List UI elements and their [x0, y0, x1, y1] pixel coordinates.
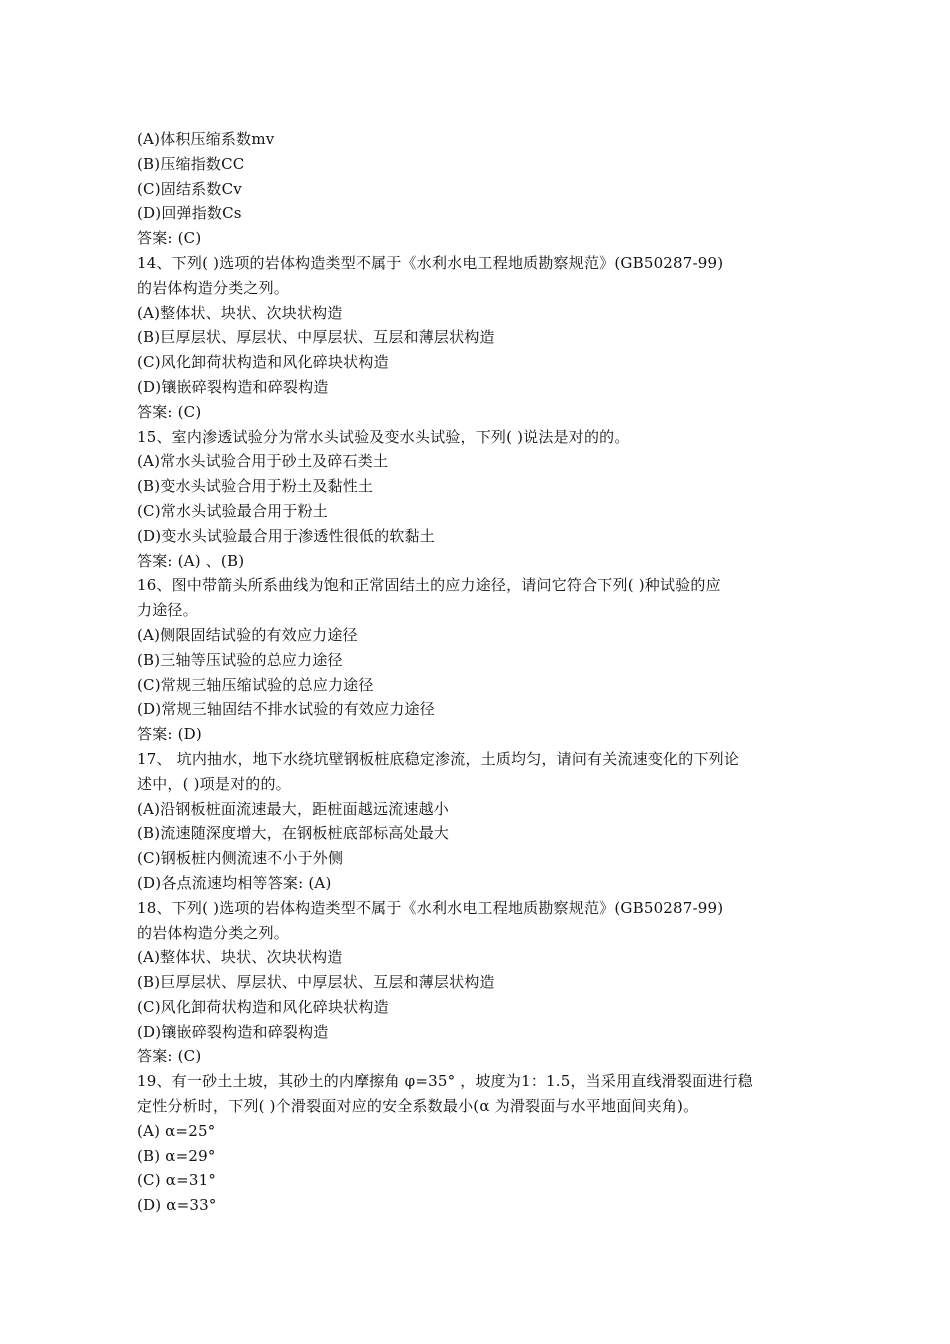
- option-b: (B) α=29°: [137, 1146, 216, 1165]
- answer-line: 答案: (C): [137, 1047, 202, 1066]
- option-d: (D)镶嵌碎裂构造和碎裂构造: [137, 1022, 329, 1041]
- option-a: (A)侧限固结试验的有效应力途径: [137, 625, 358, 644]
- option-b: (B)巨厚层状、厚层状、中厚层状、互层和薄层状构造: [137, 973, 495, 992]
- option-d: (D)回弹指数Cs: [137, 204, 242, 223]
- option-c: (C) α=31°: [137, 1171, 217, 1190]
- option-c: (C)钢板桩内侧流速不小于外侧: [137, 849, 344, 868]
- option-a: (A)沿钢板桩面流速最大，距桩面越远流速越小: [137, 799, 449, 818]
- option-a: (A)整体状、块状、次块状构造: [137, 948, 343, 967]
- question-stem-continued: 的岩体构造分类之列。: [137, 923, 290, 942]
- answer-line: 答案: (C): [137, 402, 202, 421]
- question-stem: 19、有一砂土土坡，其砂土的内摩擦角 φ=35° ，坡度为1：1.5，当采用直线滑裂面进行稳: [137, 1072, 753, 1091]
- answer-line: 答案: (A) 、(B): [137, 551, 245, 570]
- question-stem: 14、下列( )选项的岩体构造类型不属于《水利水电工程地质勘察规范》(GB50287-99): [137, 253, 724, 272]
- question-stem-continued: 的岩体构造分类之列。: [137, 278, 290, 297]
- option-a: (A)体积压缩系数mv: [137, 130, 275, 148]
- option-d: (D)常规三轴固结不排水试验的有效应力途径: [137, 700, 435, 719]
- question-stem: 15、室内渗透试验分为常水头试验及变水头试验，下列( )说法是对的的。: [137, 427, 630, 446]
- option-b: (B)流速随深度增大，在钢板桩底部标高处最大: [137, 824, 450, 843]
- option-c: (C)风化卸荷状构造和风化碎块状构造: [137, 353, 389, 372]
- option-b: (B)巨厚层状、厚层状、中厚层状、互层和薄层状构造: [137, 328, 495, 347]
- option-d: (D)镶嵌碎裂构造和碎裂构造: [137, 377, 329, 396]
- question-stem: 18、下列( )选项的岩体构造类型不属于《水利水电工程地质勘察规范》(GB50287-99): [137, 898, 724, 917]
- question-stem: 16、图中带箭头所系曲线为饱和正常固结土的应力途径，请问它符合下列( )种试验的应: [137, 576, 721, 595]
- option-d: (D) α=33°: [137, 1196, 217, 1215]
- option-b: (B)三轴等压试验的总应力途径: [137, 650, 343, 669]
- answer-line: 答案: (D): [137, 725, 202, 744]
- question-stem-continued: 述中，( )项是对的的。: [137, 774, 291, 793]
- option-c: (C)常水头试验最合用于粉土: [137, 501, 328, 520]
- question-stem-continued: 定性分析时，下列( )个滑裂面对应的安全系数最小(α 为滑裂面与水平地面间夹角)。: [137, 1097, 699, 1116]
- option-b: (B)压缩指数CC: [137, 154, 245, 173]
- option-b: (B)变水头试验合用于粉土及黏性土: [137, 477, 374, 496]
- option-a: (A)整体状、块状、次块状构造: [137, 303, 343, 322]
- question-stem: 17、 坑内抽水，地下水绕坑壁钢板桩底稳定渗流，土质均匀，请问有关流速变化的下列论: [137, 749, 740, 768]
- option-d: (D)各点流速均相等答案: (A): [137, 873, 332, 892]
- document-page: [137, 127, 817, 1218]
- question-stem-continued: 力途径。: [137, 601, 198, 620]
- option-d: (D)变水头试验最合用于渗透性很低的软黏土: [137, 526, 435, 545]
- option-c: (C)常规三轴压缩试验的总应力途径: [137, 675, 374, 694]
- option-a: (A) α=25°: [137, 1121, 216, 1140]
- option-a: (A)常水头试验合用于砂土及碎石类土: [137, 452, 389, 471]
- option-c: (C)风化卸荷状构造和风化碎块状构造: [137, 997, 389, 1016]
- option-c: (C)固结系数Cv: [137, 179, 242, 198]
- answer-line: 答案: (C): [137, 229, 202, 248]
